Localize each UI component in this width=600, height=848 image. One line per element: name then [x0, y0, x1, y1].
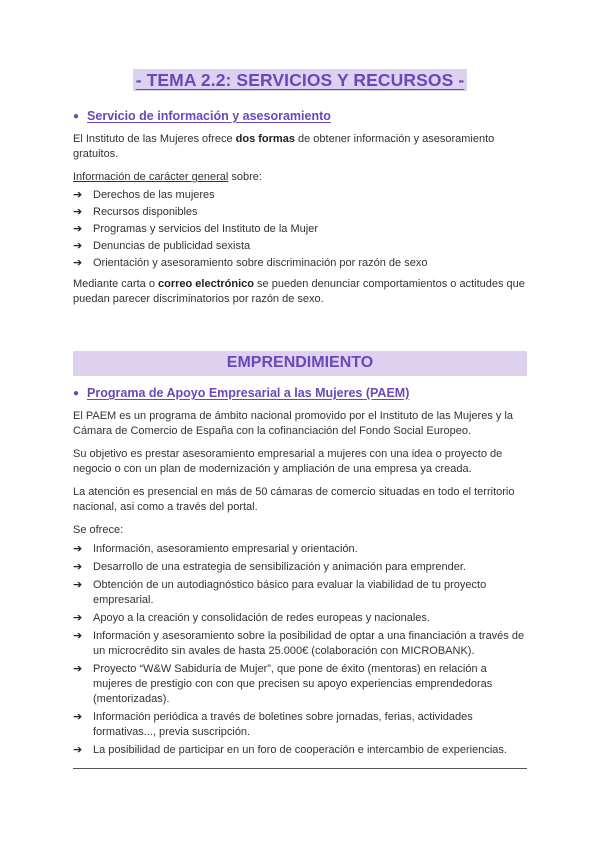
arrow-icon: ➔ [73, 543, 83, 555]
arrow-icon: ➔ [73, 711, 83, 723]
paem-paragraph-1: El PAEM es un programa de ámbito nacional promovido por el Instituto de las Mujeres y la Cámara de Comercio de España con la cofinanciación del Fondo Social Europeo. [73, 410, 514, 437]
list-item-text: Apoyo a la creación y consolidación de redes europeas y nacionales. [93, 612, 430, 624]
list-item-text: Orientación y asesoramiento sobre discriminación por razón de sexo [93, 257, 428, 269]
offer-list [73, 542, 527, 758]
arrow-icon: ➔ [73, 561, 83, 573]
list-item [73, 560, 527, 575]
arrow-icon: ➔ [73, 663, 83, 675]
arrow-icon: ➔ [73, 257, 83, 269]
list-item-text: La posibilidad de participar en un foro de cooperación e intercambio de experiencias. [93, 744, 507, 756]
list-item [73, 578, 527, 608]
list-item [73, 188, 527, 203]
list-item [73, 710, 527, 740]
list-item-text: Obtención de un autodiagnóstico básico para evaluar la viabilidad de tu proyecto empresarial. [93, 579, 487, 606]
general-info-label-suffix: sobre: [228, 171, 262, 183]
section-heading-text: Servicio de información y asesoramiento [87, 109, 331, 123]
general-info-label [73, 170, 527, 185]
arrow-icon: ➔ [73, 630, 83, 642]
list-item-text: Información, asesoramiento empresarial y orientación. [93, 543, 358, 555]
document-content [73, 70, 527, 769]
paem-paragraph-3: La atención es presencial en más de 50 cámaras de comercio situadas en todo el territorio nacional, asi como a través del portal. [73, 486, 515, 513]
arrow-icon: ➔ [73, 189, 83, 201]
offer-label: Se ofrece: [73, 524, 124, 536]
intro-paragraph [73, 132, 527, 162]
list-item [73, 542, 527, 557]
arrow-icon: ➔ [73, 744, 83, 756]
intro-text-post: de obtener información y asesoramiento gratuitos. [73, 133, 495, 160]
closing-text-post: se pueden denunciar comportamientos o actitudes que puedan parecer discriminatorios por razón de sexo. [73, 278, 525, 305]
list-item-text: Información y asesoramiento sobre la posibilidad de optar a una financiación a través de un microcrédito sin avales de hasta 25.000€ (colaboración con MICROBANK). [93, 630, 525, 657]
closing-text-pre: Mediante carta o [73, 278, 158, 290]
intro-text-bold: dos formas [235, 133, 295, 145]
list-item-text: Proyecto “W&W Sabiduría de Mujer”, que pone de éxito (mentoras) en relación a mujeres de prestigio con con que precisen su apoyo experiencias emprendedoras (mentorizadas). [93, 663, 493, 705]
intro-text-pre: El Instituto de las Mujeres ofrece [73, 133, 236, 145]
list-item [73, 205, 527, 220]
closing-text-bold: correo electrónico [158, 278, 254, 290]
list-item-text: Recursos disponibles [93, 206, 198, 218]
bottom-divider [73, 768, 527, 769]
list-item [73, 611, 527, 626]
page-title-text: - TEMA 2.2: SERVICIOS Y RECURSOS - [133, 69, 468, 91]
paem-paragraph-2: Su objetivo es prestar asesoramiento empresarial a mujeres con una idea o proyecto de negocio o con un plan de modernización y ampliación de una empresa ya creada. [73, 448, 503, 475]
list-item-text: Derechos de las mujeres [93, 189, 215, 201]
list-item [73, 239, 527, 254]
arrow-icon: ➔ [73, 612, 83, 624]
list-item [73, 256, 527, 271]
list-item [73, 629, 527, 659]
section-band-emprendimiento: EMPRENDIMIENTO [73, 351, 527, 376]
list-item-text: Desarrollo de una estrategia de sensibilización y animación para emprender. [93, 561, 466, 573]
list-item [73, 662, 527, 707]
list-item [73, 743, 527, 758]
general-info-list [73, 188, 527, 271]
arrow-icon: ➔ [73, 579, 83, 591]
bullet-icon: ● [73, 387, 80, 399]
list-item-text: Denuncias de publicidad sexista [93, 240, 251, 252]
page-title [73, 70, 527, 91]
list-item [73, 222, 527, 237]
list-item-text: Información periódica a través de boletines sobre jornadas, ferias, actividades formativas..., previa suscripción. [93, 711, 473, 738]
closing-paragraph [73, 277, 527, 307]
arrow-icon: ➔ [73, 223, 83, 235]
arrow-icon: ➔ [73, 206, 83, 218]
section-heading-informacion [73, 109, 527, 123]
section-heading-paem [73, 386, 527, 400]
section-heading-text: Programa de Apoyo Empresarial a las Mujeres (PAEM) [87, 386, 410, 400]
arrow-icon: ➔ [73, 240, 83, 252]
list-item-text: Programas y servicios del Instituto de la Mujer [93, 223, 318, 235]
general-info-label-underlined: Información de carácter general [73, 171, 229, 183]
bullet-icon: ● [73, 110, 80, 122]
